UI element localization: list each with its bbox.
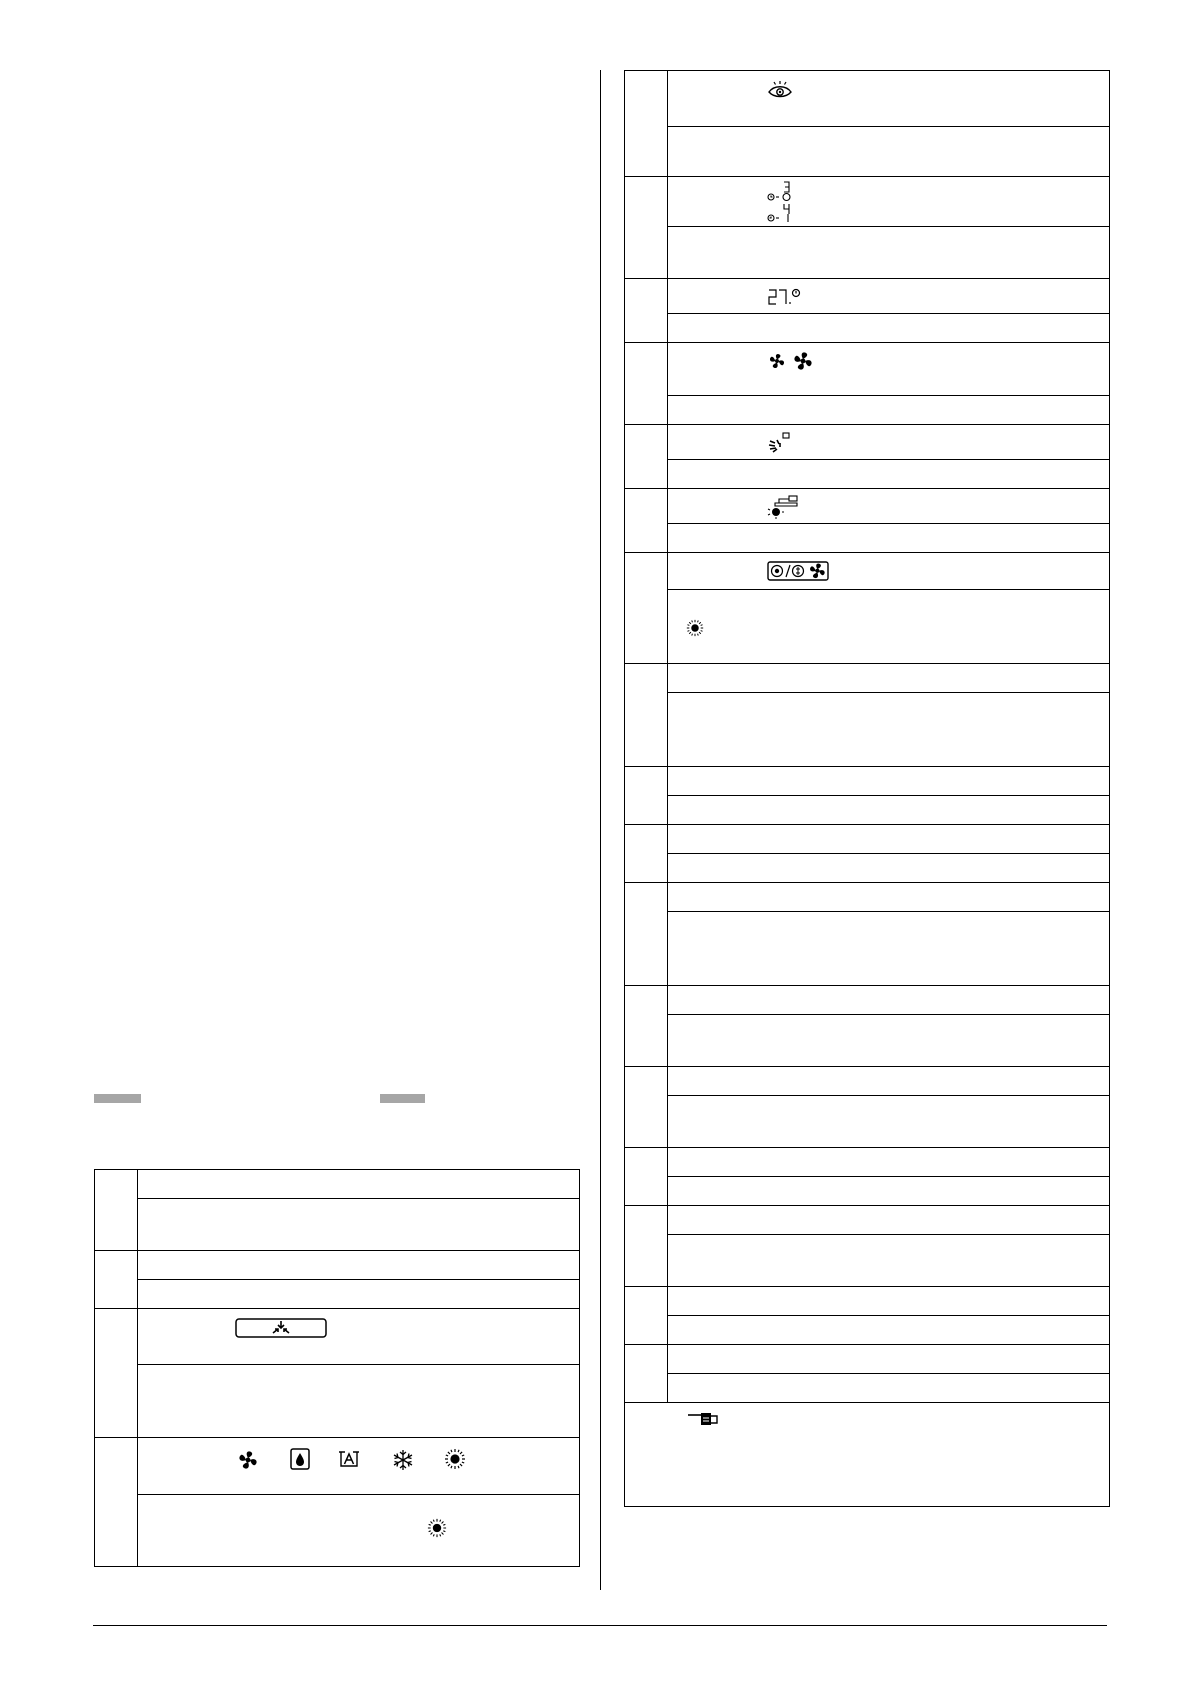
row-heading-cell [668, 664, 1110, 693]
table-row [625, 986, 1110, 1015]
row-heading-cell [668, 1067, 1110, 1096]
table-row [625, 1235, 1110, 1287]
row-description-cell [668, 590, 1110, 664]
table-row [625, 524, 1110, 553]
table-row [625, 1403, 1110, 1507]
table-row [625, 854, 1110, 883]
eye-icon [767, 80, 793, 100]
table-row [625, 1316, 1110, 1345]
row-number-cell [625, 1345, 668, 1403]
row-description-cell [668, 1235, 1110, 1287]
row-heading-cell [668, 425, 1110, 460]
row-number-cell [625, 553, 668, 664]
table-row [625, 553, 1110, 590]
table-row [625, 489, 1110, 524]
table-row [95, 1309, 580, 1365]
row-number-cell [95, 1438, 138, 1567]
row-heading-cell [668, 1206, 1110, 1235]
table-row [95, 1251, 580, 1280]
row-heading-cell [668, 1148, 1110, 1177]
row-heading-cell [668, 883, 1110, 912]
row-heading-cell [668, 1287, 1110, 1316]
row-number-cell [625, 279, 668, 343]
row-description-cell [668, 227, 1110, 279]
sun-icon [686, 619, 704, 637]
row-heading-cell [668, 553, 1110, 590]
row-heading-cell [138, 1251, 580, 1280]
row-heading-cell [668, 71, 1110, 127]
row-description-cell [668, 460, 1110, 489]
row-number-cell [625, 343, 668, 425]
filter-icon [767, 495, 801, 519]
note-cell [625, 1403, 1110, 1507]
row-number-cell [625, 71, 668, 177]
row-description-cell [668, 1177, 1110, 1206]
row-description-cell [668, 854, 1110, 883]
table-row [95, 1199, 580, 1251]
table-row [625, 796, 1110, 825]
table-row [625, 693, 1110, 767]
table-row [625, 1287, 1110, 1316]
row-number-cell [95, 1309, 138, 1438]
table-row [95, 1280, 580, 1309]
pointing-hand-icon [687, 1411, 719, 1429]
snowflake-icon [392, 1449, 414, 1471]
table-row [625, 1096, 1110, 1148]
table-row [625, 343, 1110, 396]
table-row [625, 1067, 1110, 1096]
footer-rule [93, 1625, 1107, 1626]
row-description-cell [668, 314, 1110, 343]
row-description-cell [668, 912, 1110, 986]
row-number-cell [625, 177, 668, 279]
table-row [625, 1374, 1110, 1403]
row-heading-cell [668, 343, 1110, 396]
table-row [625, 767, 1110, 796]
table-row [625, 825, 1110, 854]
row-description-cell [138, 1280, 580, 1309]
table-row [95, 1365, 580, 1438]
mode-boxed-icon [767, 561, 829, 581]
row-heading-cell [668, 489, 1110, 524]
table-row [95, 1170, 580, 1199]
table-row [625, 279, 1110, 314]
fan-icon [237, 1449, 259, 1471]
section-marker-right [380, 1094, 425, 1103]
table-row [625, 1148, 1110, 1177]
temperature-display-icon [767, 288, 803, 306]
row-number-cell [625, 1287, 668, 1345]
timer-display-icon [767, 180, 797, 224]
row-number-cell [95, 1170, 138, 1251]
table-row [625, 664, 1110, 693]
row-number-cell [625, 1148, 668, 1206]
left-spec-table [94, 1169, 580, 1567]
row-number-cell [625, 767, 668, 825]
table-row [625, 127, 1110, 177]
row-number-cell [625, 1206, 668, 1287]
row-number-cell [625, 664, 668, 767]
table-row [625, 314, 1110, 343]
table-row [625, 71, 1110, 127]
row-description-cell [668, 796, 1110, 825]
table-row [625, 227, 1110, 279]
row-number-cell [625, 883, 668, 986]
table-row [625, 425, 1110, 460]
table-row [625, 396, 1110, 425]
center-button-icon [235, 1318, 327, 1338]
table-row [95, 1495, 580, 1567]
row-description-cell [668, 1015, 1110, 1067]
column-divider [600, 70, 601, 1590]
row-description-cell [668, 524, 1110, 553]
table-row [625, 1015, 1110, 1067]
row-heading-cell [668, 177, 1110, 227]
table-row [625, 1345, 1110, 1374]
row-description-cell [668, 1374, 1110, 1403]
table-row [625, 1206, 1110, 1235]
right-spec-table [624, 70, 1110, 1507]
section-marker-left [94, 1094, 141, 1103]
table-row [625, 883, 1110, 912]
row-description-cell [138, 1199, 580, 1251]
row-number-cell [95, 1251, 138, 1309]
row-heading-cell [668, 1345, 1110, 1374]
auto-icon [338, 1449, 360, 1469]
drop-icon [290, 1448, 310, 1470]
row-number-cell [625, 489, 668, 553]
row-number-cell [625, 1067, 668, 1148]
fan-icon [792, 350, 814, 372]
row-heading-cell [668, 767, 1110, 796]
row-description-cell [138, 1495, 580, 1567]
row-heading-cell [668, 986, 1110, 1015]
table-row [625, 912, 1110, 986]
table-row [625, 590, 1110, 664]
row-heading-cell [138, 1438, 580, 1495]
table-row [625, 177, 1110, 227]
row-heading-cell [668, 279, 1110, 314]
table-row [625, 460, 1110, 489]
row-number-cell [625, 425, 668, 489]
row-number-cell [625, 825, 668, 883]
table-row [625, 1177, 1110, 1206]
row-description-cell [668, 396, 1110, 425]
row-heading-cell [668, 825, 1110, 854]
row-description-cell [668, 127, 1110, 177]
row-description-cell [668, 1096, 1110, 1148]
row-heading-cell [138, 1309, 580, 1365]
row-description-cell [668, 1316, 1110, 1345]
table-row [95, 1438, 580, 1495]
fan-icon [768, 352, 786, 370]
row-heading-cell [138, 1170, 580, 1199]
row-number-cell [625, 986, 668, 1067]
sun-icon [427, 1518, 447, 1538]
row-description-cell [668, 693, 1110, 767]
spray-icon [767, 432, 791, 454]
row-description-cell [138, 1365, 580, 1438]
sun-icon [444, 1448, 466, 1470]
